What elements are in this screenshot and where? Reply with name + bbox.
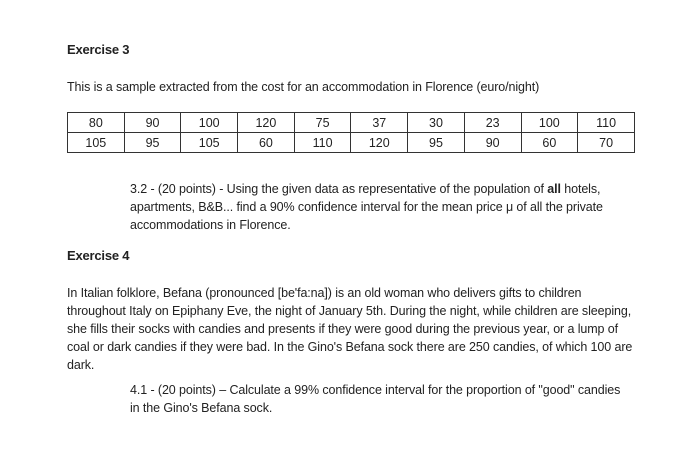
table-cell: 110 [578, 113, 635, 133]
table-cell: 70 [578, 133, 635, 153]
exercise-4-paragraph: In Italian folklore, Befana (pronounced [be'fa:na]) is an old woman who delivers gifts to children throughout Italy on Epiphany Eve, the night of January 5th. During the night, while children are sleeping, she fills their socks with candies and presents if they were good during the previous year, or a lump of coal or dark candies if they were bad. In the Gino's Befana sock there are 250 candies, of which 100 are dark. [67, 286, 633, 372]
table-cell: 60 [521, 133, 578, 153]
table-cell: 105 [68, 133, 125, 153]
exercise-3-heading: Exercise 3 [67, 42, 130, 57]
table-cell: 95 [124, 133, 181, 153]
table-cell: 100 [181, 113, 238, 133]
table-cell: 90 [124, 113, 181, 133]
table-cell: 95 [408, 133, 465, 153]
table-cell: 30 [408, 113, 465, 133]
question-bold-word: all [547, 182, 561, 196]
exercise-4-question: 4.1 - (20 points) – Calculate a 99% confidence interval for the proportion of "good" candies in the Gino's Befana sock. [130, 383, 621, 415]
table-cell: 120 [351, 133, 408, 153]
question-prefix: 3.2 - (20 points) - Using the given data as representative of the population of [130, 182, 548, 196]
table-row [68, 113, 635, 133]
exercise-3-intro: This is a sample extracted from the cost for an accommodation in Florence (euro/night) [67, 80, 540, 94]
question-suffix: hotels, apartments, B&B... find a 90% confidence interval for the mean price μ of all the private accommodations in Florence. [130, 182, 603, 232]
table-cell: 37 [351, 113, 408, 133]
table-cell: 100 [521, 113, 578, 133]
table-cell: 80 [68, 113, 125, 133]
exercise-4-heading: Exercise 4 [67, 248, 130, 263]
table-cell: 105 [181, 133, 238, 153]
table-cell: 23 [464, 113, 521, 133]
exercise-3-question [130, 180, 650, 234]
price-sample-table [67, 112, 635, 153]
table-cell: 110 [294, 133, 351, 153]
table-row [68, 133, 635, 153]
table-cell: 60 [238, 133, 295, 153]
table-cell: 90 [464, 133, 521, 153]
table-cell: 75 [294, 113, 351, 133]
table-cell: 120 [238, 113, 295, 133]
